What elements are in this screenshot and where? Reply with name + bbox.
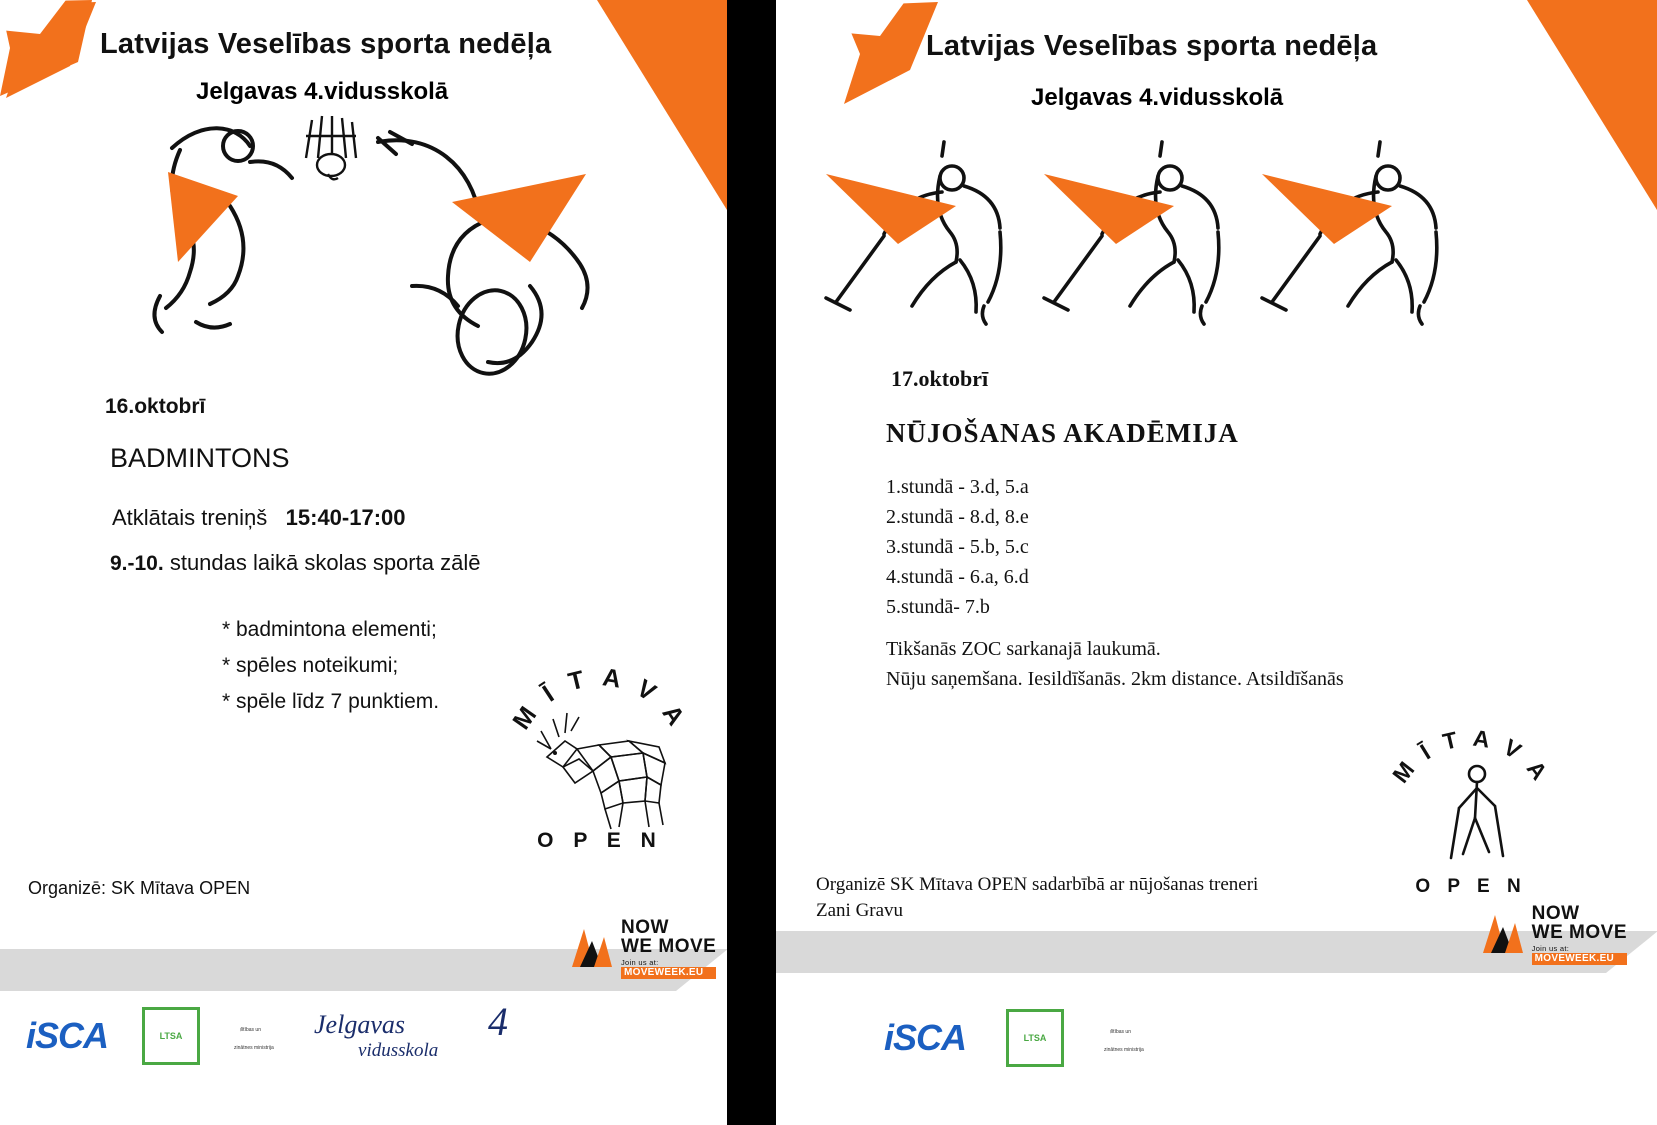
mitava-open-text: O P E N <box>537 829 663 852</box>
list-item: * badmintona elementi; <box>222 618 437 641</box>
meeting-line: Tikšanās ZOC sarkanajā laukumā. <box>886 638 1161 660</box>
now-we-move-logo <box>1481 904 1627 966</box>
isca-logo: iSCA <box>884 1017 967 1058</box>
svg-text:M Ī T A V A: M Ī T A V A <box>1387 724 1555 788</box>
organizer-line: Zani Gravu <box>816 900 904 921</box>
ministry-logo <box>234 1018 280 1054</box>
school-logo-line1: Jelgavas <box>314 1010 405 1039</box>
svg-text:M Ī T A V A: M Ī T A V A <box>507 663 693 735</box>
training-line <box>112 505 406 531</box>
list-item: 5.stundā- 7.b <box>886 596 990 618</box>
organizer-line: Organizē SK Mītava OPEN sadarbībā ar nūjošanas treneri <box>816 874 1259 895</box>
nwm-line2: WE MOVE <box>621 935 717 957</box>
list-item: 3.stundā - 5.b, 5.c <box>886 536 1029 558</box>
bullet-list <box>222 612 439 720</box>
page-title: Latvijas Veselības sporta nedēļa <box>100 28 552 60</box>
meeting-info <box>886 634 1344 694</box>
ltsa-logo: LTSA <box>1006 1009 1064 1067</box>
ministry-logo <box>1104 1020 1150 1056</box>
event-sport: BADMINTONS <box>110 443 290 473</box>
lesson-text: stundas laikā skolas sporta zālē <box>169 550 481 575</box>
organizer-text: Organizē: SK Mītava OPEN <box>28 878 251 898</box>
poster-divider <box>727 0 776 1125</box>
nwm-line2: WE MOVE <box>1531 921 1627 943</box>
deer-icon <box>519 697 689 837</box>
page-subtitle: Jelgavas 4.vidusskolā <box>1031 84 1284 111</box>
mitava-open-logo <box>505 635 695 855</box>
list-item: 4.stundā - 6.a, 6.d <box>886 566 1029 588</box>
badminton-illustration <box>60 110 680 380</box>
nwm-line1: NOW <box>621 916 669 938</box>
poster-nordic-walking <box>776 0 1657 1125</box>
nwm-line3: Join us at: <box>621 957 659 967</box>
nwm-line3: Join us at: <box>1531 943 1570 953</box>
list-item: * spēle līdz 7 punktiem. <box>222 690 440 713</box>
now-we-move-icon <box>570 927 614 969</box>
list-item: 1.stundā - 3.d, 5.a <box>886 476 1029 498</box>
list-item: * spēles noteikumi; <box>222 654 399 677</box>
page-title: Latvijas Veselības sporta nedēļa <box>926 30 1378 62</box>
school-logo-line2: vidusskola <box>358 1040 439 1061</box>
mitava-open-logo <box>1381 710 1561 900</box>
nwm-line1: NOW <box>1531 902 1580 924</box>
now-we-move-logo <box>570 918 716 980</box>
training-label: Atklātais treniņš <box>112 505 268 530</box>
event-date: 16.oktobrī <box>105 395 206 418</box>
training-time: 15:40-17:00 <box>285 505 406 530</box>
page-subtitle: Jelgavas 4.vidusskolā <box>196 78 449 105</box>
nwm-line4: MOVEWEEK.EU <box>1532 953 1627 965</box>
school-logo-number: 4 <box>488 999 509 1044</box>
nordic-walker-icon <box>1433 762 1519 866</box>
mitava-open-text: O P E N <box>1415 876 1527 897</box>
ministry-caption: Izglītības un zinātnes ministrija <box>1104 1029 1144 1053</box>
lesson-list <box>886 472 1029 622</box>
nwm-line4: MOVEWEEK.EU <box>621 967 716 979</box>
ministry-caption: Izglītības un zinātnes ministrija <box>234 1027 274 1051</box>
now-we-move-icon <box>1481 913 1525 955</box>
school-logo <box>314 999 514 1062</box>
lesson-line <box>110 550 480 576</box>
organizer-text <box>816 872 1258 924</box>
list-item: 2.stundā - 8.d, 8.e <box>886 506 1029 528</box>
meeting-line: Nūju saņemšana. Iesildīšanās. 2km distance. Atsildīšanās <box>886 668 1344 690</box>
poster-badminton <box>0 0 727 1125</box>
sponsor-logos <box>26 999 514 1065</box>
ltsa-logo: LTSA <box>142 1007 200 1065</box>
nordic-walkers-illustration <box>806 140 1636 355</box>
event-date: 17.oktobrī <box>891 366 989 391</box>
sponsor-logos <box>884 1009 1150 1067</box>
isca-logo: iSCA <box>26 1015 109 1056</box>
event-title: NŪJOŠANAS AKADĒMIJA <box>886 418 1239 448</box>
lesson-numbers: 9.-10. <box>110 552 164 575</box>
